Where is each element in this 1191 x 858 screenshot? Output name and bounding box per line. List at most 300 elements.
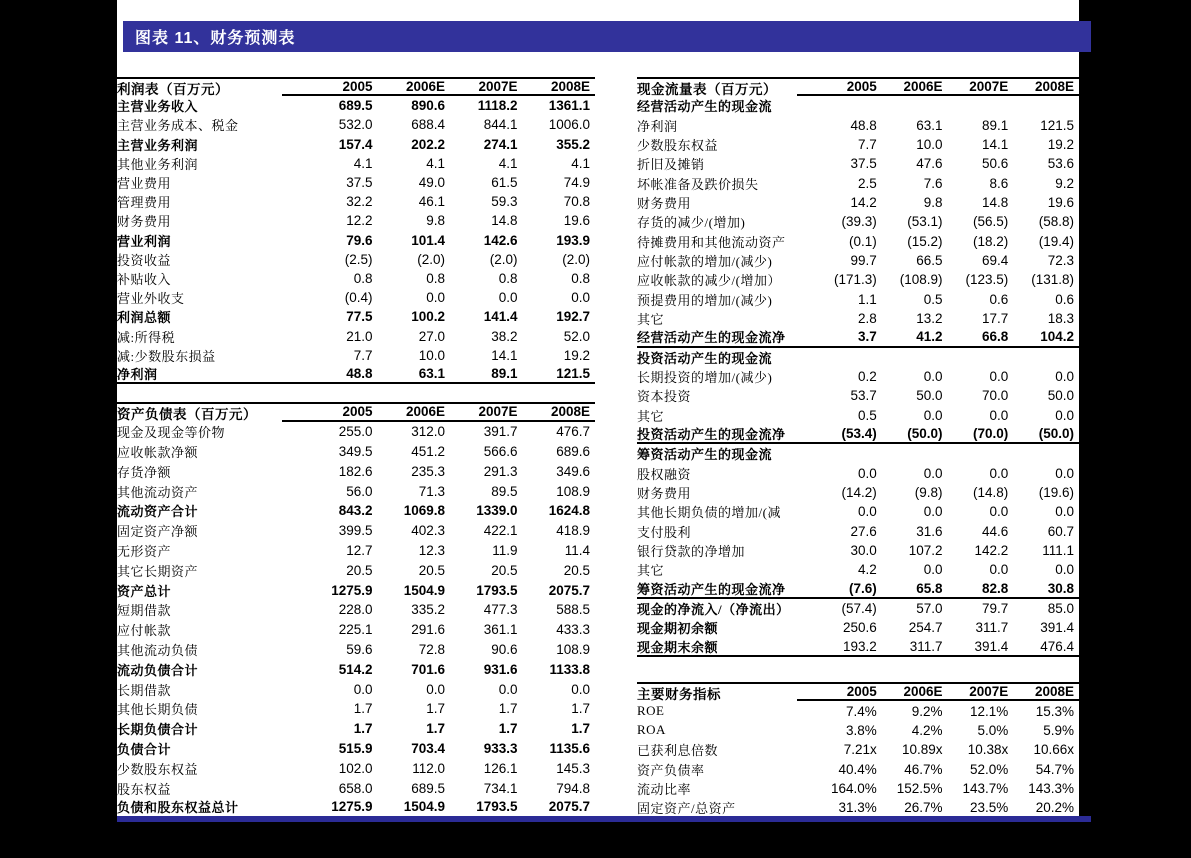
cell-value: (0.4) [344, 290, 373, 306]
cell-value: 53.6 [1047, 156, 1074, 172]
table-row [637, 135, 1079, 154]
cell-value: 46.7% [904, 761, 943, 777]
cell-value: 391.4 [974, 638, 1009, 654]
row-values [797, 701, 1079, 720]
row-label: 其它 [637, 563, 665, 579]
cell-value: 10.89x [901, 742, 943, 758]
year-columns [797, 684, 1079, 701]
row-label: 折旧及摊销 [637, 157, 705, 173]
row-label: 其它 [637, 312, 665, 328]
cell-value: 0.8 [571, 270, 590, 286]
cell-value: (2.0) [562, 251, 590, 267]
cell-value: 355.2 [556, 136, 590, 152]
row-label: 流动比率 [637, 782, 692, 798]
cell-value: 931.6 [483, 661, 518, 677]
row-label: 预提费用的增加/(减少) [637, 292, 773, 308]
row-label: 应付帐款 [117, 623, 172, 639]
cell-value: 689.6 [556, 443, 590, 459]
year-column-header: 2007E [969, 684, 1009, 700]
cell-value: 532.0 [338, 117, 373, 133]
figure-title: 图表 11、财务预测表 [135, 30, 296, 47]
table-row [637, 116, 1079, 135]
balance-sheet-table [117, 402, 595, 818]
row-values [282, 135, 595, 154]
cell-value: 79.6 [346, 232, 373, 248]
cell-value: 0.0 [857, 504, 877, 520]
cell-value: 59.3 [491, 194, 518, 210]
table-row [637, 154, 1079, 173]
row-label: 应付帐款的增加/(减少) [637, 254, 773, 270]
row-values [282, 620, 595, 640]
table-row [637, 328, 1079, 347]
cell-value: 0.0 [353, 681, 373, 697]
cell-value: 49.0 [418, 175, 445, 191]
row-label: 营业费用 [117, 176, 172, 192]
row-values [282, 679, 595, 699]
table-row [637, 425, 1079, 444]
cell-value: 85.0 [1047, 601, 1074, 617]
row-values [797, 309, 1079, 328]
row-values [797, 638, 1079, 655]
table-row [117, 739, 595, 759]
table-row [117, 154, 595, 173]
table-row [117, 192, 595, 211]
row-values [282, 719, 595, 739]
row-values [282, 739, 595, 759]
cell-value: 0.0 [1055, 407, 1074, 423]
cell-value: 14.8 [491, 213, 518, 229]
year-column-header: 2006E [903, 79, 943, 95]
cell-value: 70.0 [981, 388, 1009, 404]
cell-value: 1.7 [571, 701, 590, 717]
table-row [637, 779, 1079, 798]
cell-value: 107.2 [908, 543, 943, 559]
cell-value: (2.0) [489, 251, 518, 267]
cell-value: 9.2% [911, 703, 943, 719]
table-row [637, 174, 1079, 193]
cell-value: 12.2 [346, 213, 373, 229]
cell-value: 1.7 [353, 701, 373, 717]
cell-value: 23.5% [969, 799, 1009, 815]
cell-value: 658.0 [338, 780, 373, 796]
cell-value: 0.0 [426, 681, 445, 697]
table-row [637, 464, 1079, 483]
cell-value: 52.0 [563, 328, 590, 344]
row-label: 主营业务成本、税金 [117, 118, 239, 134]
cell-value: 4.1 [498, 155, 518, 171]
cell-value: 422.1 [483, 523, 518, 539]
year-column-header: 2005 [846, 79, 877, 95]
cell-value: 0.0 [571, 681, 590, 697]
row-values [282, 798, 595, 816]
row-label: 减:少数股东损益 [117, 348, 216, 364]
cell-value: 794.8 [556, 780, 590, 796]
cell-value: 89.5 [491, 483, 518, 499]
year-column-header: 2006E [903, 684, 943, 700]
row-values [797, 367, 1079, 386]
cell-value: 399.5 [338, 523, 373, 539]
row-label: 减:所得税 [117, 329, 176, 345]
year-column-header: 2006E [405, 79, 445, 95]
table-row [117, 659, 595, 679]
cell-value: (19.4) [1038, 233, 1074, 249]
cell-value: 31.3% [838, 799, 877, 815]
row-label: 少数股东权益 [117, 761, 199, 777]
cell-value: 7.7 [857, 137, 877, 153]
row-label: 已获利息倍数 [637, 743, 719, 759]
row-label: 现金期末余额 [637, 639, 719, 655]
row-values [797, 798, 1079, 815]
row-label: 流动资产合计 [117, 504, 199, 520]
row-values [282, 288, 595, 307]
cell-value: (70.0) [972, 426, 1009, 442]
cell-value: 451.2 [411, 443, 445, 459]
table-row [117, 521, 595, 541]
cell-value: 7.21x [843, 742, 877, 758]
year-column-header: 2008E [1034, 684, 1074, 700]
cell-value: 30.0 [850, 543, 877, 559]
cell-value: 11.4 [564, 542, 590, 558]
cell-value: (57.4) [841, 601, 877, 617]
table-row [637, 367, 1079, 386]
cell-value: 14.1 [491, 347, 518, 363]
table-title: 现金流量表（百万元） [637, 81, 777, 97]
row-label: 其他流动资产 [117, 484, 199, 500]
cell-value: 0.0 [989, 407, 1009, 423]
cell-value: 40.4% [838, 761, 877, 777]
cell-value: 47.6 [916, 156, 943, 172]
cell-value: 82.8 [981, 580, 1009, 596]
cell-value: 0.0 [989, 504, 1009, 520]
cell-value: 0.0 [426, 290, 445, 306]
table-row [117, 326, 595, 345]
cell-value: 61.5 [491, 175, 518, 191]
cell-value: 476.7 [556, 424, 590, 440]
row-values [282, 560, 595, 580]
cell-value: 0.5 [923, 291, 943, 307]
cell-value: 5.9% [1043, 722, 1074, 738]
row-values [797, 154, 1079, 173]
row-values [797, 290, 1079, 309]
cell-value: 225.1 [338, 622, 373, 638]
row-values [797, 721, 1079, 740]
cell-value: 157.4 [338, 136, 373, 152]
cell-value: 72.8 [418, 641, 445, 657]
cell-value: 152.5% [896, 781, 943, 797]
cell-value: 588.5 [556, 602, 590, 618]
row-values [797, 328, 1079, 345]
cell-value: 1118.2 [477, 98, 518, 114]
table-row [117, 461, 595, 481]
table-row [637, 290, 1079, 309]
row-label: 筹资活动产生的现金流 [637, 447, 773, 463]
cell-value: 933.3 [483, 740, 518, 756]
cell-value: 477.3 [483, 602, 518, 618]
row-values [797, 270, 1079, 289]
row-values [797, 386, 1079, 405]
cell-value: 9.2 [1055, 175, 1074, 191]
cell-value: 126.1 [483, 760, 518, 776]
cell-value: 48.8 [346, 365, 373, 381]
cell-value: 71.3 [418, 483, 445, 499]
cell-value: 21.0 [346, 328, 373, 344]
cell-value: 1.7 [426, 721, 445, 737]
row-values [797, 618, 1079, 637]
row-values [282, 501, 595, 521]
table-row [117, 365, 595, 384]
cell-value: 515.9 [338, 740, 373, 756]
cell-value: 7.7 [353, 347, 373, 363]
cell-value: 7.4% [845, 703, 877, 719]
row-label: 现金期初余额 [637, 621, 719, 637]
row-values [797, 135, 1079, 154]
row-values [797, 116, 1079, 135]
table-row [117, 173, 595, 192]
row-label: 支付股利 [637, 524, 692, 540]
row-label: 坏帐准备及跌价损失 [637, 176, 759, 192]
cell-value: 182.6 [338, 463, 373, 479]
row-label: 资产负债率 [637, 762, 705, 778]
table-row [637, 580, 1079, 599]
bottom-divider-rule [117, 816, 1091, 822]
year-column-header: 2007E [478, 79, 518, 95]
cell-value: 69.4 [981, 253, 1009, 269]
table-row [117, 288, 595, 307]
cell-value: 0.0 [571, 290, 590, 306]
cell-value: 13.2 [916, 311, 943, 327]
table-row [637, 798, 1079, 817]
row-values [282, 778, 595, 798]
row-label: 经营活动产生的现金流 [637, 99, 773, 115]
row-values [282, 231, 595, 250]
cell-value: 99.7 [850, 253, 877, 269]
row-label: 长期投资的增加/(减少) [637, 370, 773, 386]
row-label: 利润总额 [117, 310, 172, 326]
cell-value: 89.1 [491, 365, 518, 381]
row-label: 管理费用 [117, 195, 172, 211]
cell-value: 65.8 [916, 580, 943, 596]
cell-value: 57.0 [916, 601, 943, 617]
cell-value: 0.0 [923, 369, 943, 385]
cell-value: 63.1 [916, 117, 943, 133]
row-label: 财务费用 [637, 486, 692, 502]
cell-value: 311.7 [975, 620, 1009, 636]
cell-value: 1339.0 [476, 503, 518, 519]
cell-value: 18.3 [1047, 311, 1074, 327]
cell-value: 3.7 [857, 329, 877, 345]
cell-value: (108.9) [899, 272, 943, 288]
cell-value: 0.0 [923, 504, 943, 520]
cell-value: (18.2) [972, 233, 1009, 249]
table-row [637, 522, 1079, 541]
cell-value: 101.4 [411, 232, 445, 248]
cell-value: 56.0 [346, 483, 373, 499]
row-values [797, 740, 1079, 759]
cell-value: (2.0) [417, 251, 445, 267]
table-row [637, 638, 1079, 657]
cell-value: 0.0 [923, 562, 943, 578]
year-column-header: 2005 [342, 404, 373, 420]
cell-value: 514.2 [338, 661, 373, 677]
table-row [117, 346, 595, 365]
key-ratios-table [637, 682, 1079, 818]
table-row [117, 560, 595, 580]
cell-value: 0.2 [857, 369, 877, 385]
cell-value: (50.0) [907, 426, 943, 442]
table-header-row [637, 682, 1079, 701]
row-values [282, 365, 595, 382]
row-values [797, 580, 1079, 597]
cell-value: 0.0 [498, 681, 518, 697]
row-label: 固定资产净额 [117, 524, 199, 540]
year-column-header: 2008E [550, 404, 590, 420]
cell-value: 4.2% [911, 722, 943, 738]
row-label: 资本投资 [637, 389, 692, 405]
cell-value: 2075.7 [548, 799, 590, 815]
cell-value: 50.6 [981, 156, 1009, 172]
cell-value: 291.3 [483, 463, 518, 479]
figure-title-banner [123, 21, 1091, 52]
cell-value: (14.8) [972, 485, 1009, 501]
table-title: 利润表（百万元） [117, 81, 229, 97]
cell-value: 104.2 [1040, 329, 1074, 345]
cell-value: 361.1 [483, 622, 518, 638]
cell-value: 20.2% [1035, 799, 1074, 815]
row-label: 补贴收入 [117, 271, 172, 287]
cell-value: 0.5 [857, 407, 877, 423]
cell-value: 141.4 [483, 309, 518, 325]
cell-value: 1275.9 [331, 799, 373, 815]
table-row [117, 96, 595, 115]
row-label: 少数股东权益 [637, 138, 719, 154]
row-values [282, 269, 595, 288]
cell-value: 60.7 [1047, 523, 1074, 539]
table-row [637, 406, 1079, 425]
row-label: 短期借款 [117, 603, 172, 619]
row-label: 其他长期负债 [117, 702, 199, 718]
cell-value: 1133.8 [549, 661, 590, 677]
cell-value: 1.7 [571, 721, 590, 737]
row-label: 财务费用 [637, 196, 692, 212]
cell-value: 7.6 [923, 175, 943, 191]
cell-value: 193.2 [842, 638, 877, 654]
cell-value: (53.4) [841, 426, 877, 442]
cell-value: 0.8 [426, 270, 445, 286]
cell-value: 391.7 [483, 424, 518, 440]
row-label: 营业外收支 [117, 291, 185, 307]
cell-value: 26.7% [904, 799, 943, 815]
cell-value: (7.6) [848, 580, 877, 596]
table-row [117, 600, 595, 620]
row-label: 负债合计 [117, 741, 172, 757]
table-row [117, 501, 595, 521]
row-label: 资产总计 [117, 583, 172, 599]
cell-value: 19.2 [1047, 137, 1074, 153]
cell-value: (2.5) [344, 251, 373, 267]
cell-value: 70.8 [563, 194, 590, 210]
cell-value: 4.1 [571, 155, 590, 171]
cell-value: 20.5 [563, 562, 590, 578]
cell-value: 12.1% [969, 703, 1009, 719]
row-label: 其他流动负债 [117, 642, 199, 658]
row-values [282, 481, 595, 501]
table-row [637, 483, 1079, 502]
cell-value: 4.2 [857, 562, 877, 578]
row-values [282, 600, 595, 620]
row-values [282, 659, 595, 679]
cell-value: 703.4 [411, 740, 445, 756]
cell-value: 77.5 [346, 309, 373, 325]
cell-value: 27.0 [418, 328, 445, 344]
table-row [117, 778, 595, 798]
cell-value: (50.0) [1038, 426, 1074, 442]
table-row [117, 679, 595, 699]
row-values [282, 758, 595, 778]
cell-value: 689.5 [338, 98, 373, 114]
row-values [282, 96, 595, 115]
table-row [637, 502, 1079, 521]
row-label: ROA [637, 722, 666, 738]
cell-value: 0.0 [989, 465, 1009, 481]
cell-value: 1.7 [498, 721, 518, 737]
cell-value: 11.9 [492, 542, 518, 558]
cell-value: 202.2 [411, 136, 445, 152]
cell-value: 59.6 [346, 641, 373, 657]
cell-value: 0.0 [1055, 562, 1074, 578]
row-values [797, 502, 1079, 521]
cell-value: (53.1) [907, 214, 943, 230]
cell-value: 46.1 [418, 194, 445, 210]
cell-value: 0.0 [989, 369, 1009, 385]
table-title: 主要财务指标 [637, 686, 721, 702]
cell-value: 192.7 [556, 309, 590, 325]
row-label: 主营业务利润 [117, 137, 199, 153]
row-label: 主营业务收入 [117, 99, 199, 115]
cell-value: (19.6) [1038, 485, 1074, 501]
cell-value: 79.7 [981, 601, 1009, 617]
cell-value: 1069.8 [403, 503, 445, 519]
cell-value: 2.5 [857, 175, 877, 191]
row-values [797, 541, 1079, 560]
cell-value: 19.2 [563, 347, 590, 363]
cell-value: 566.6 [483, 443, 518, 459]
cell-value: 433.3 [556, 622, 590, 638]
cell-value: 121.5 [1040, 117, 1074, 133]
table-row [637, 560, 1079, 579]
row-label: 财务费用 [117, 214, 172, 230]
cell-value: 0.0 [498, 290, 518, 306]
cell-value: 10.38x [967, 742, 1009, 758]
cell-value: 90.6 [491, 641, 518, 657]
cell-value: 17.7 [981, 311, 1009, 327]
table-header-row [117, 77, 595, 96]
cell-value: 66.8 [981, 329, 1009, 345]
cell-value: 335.2 [411, 602, 445, 618]
cell-value: 0.0 [1055, 504, 1074, 520]
year-column-header: 2005 [846, 684, 877, 700]
cell-value: 0.6 [1055, 291, 1074, 307]
table-row [117, 231, 595, 250]
row-values [282, 250, 595, 269]
row-values [282, 699, 595, 719]
section-header-row [637, 96, 1079, 115]
cell-value: 1504.9 [403, 799, 445, 815]
row-label: 投资收益 [117, 252, 172, 268]
row-label: 其它长期资产 [117, 563, 199, 579]
row-values [797, 760, 1079, 779]
year-columns [282, 79, 595, 96]
cell-value: 890.6 [411, 98, 445, 114]
